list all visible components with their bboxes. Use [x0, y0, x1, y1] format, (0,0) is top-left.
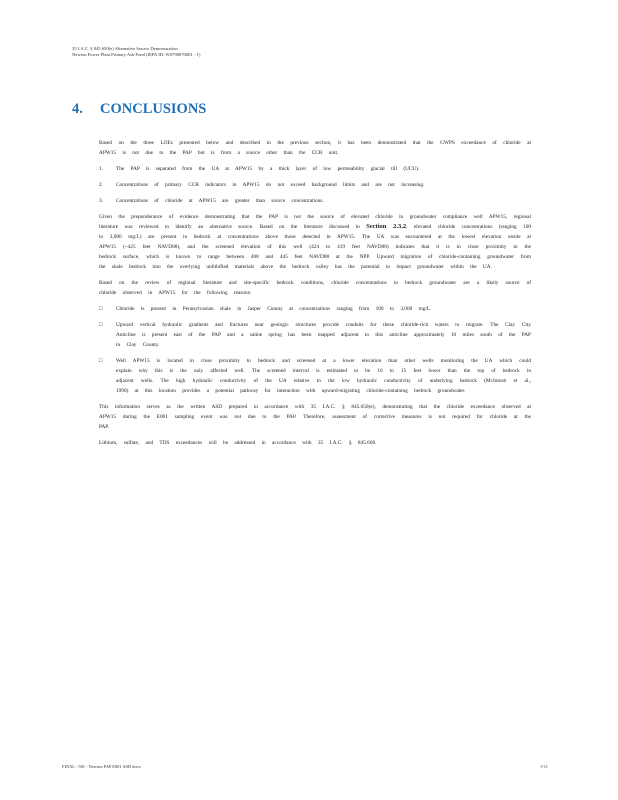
bullet-marker: □	[99, 306, 103, 312]
page-header	[72, 46, 200, 58]
list-text: Concentrations of primary CCR indicators in APW15 do not exceed background limits and are not increasing.	[116, 182, 425, 188]
section-reference-link[interactable]: Section 2.3.2	[366, 223, 407, 230]
numbered-item	[99, 180, 531, 190]
conclusion-paragraph: This information serves as the written ASD prepared in accordance with 35 I.A.C. § 845.650(e), demonstrating that the chloride exceedance observed at APW15 during the E001 sampling event was not due to the PAP. Therefore, assessment of corrective measures is not required for chloride at the PAP.	[99, 404, 531, 430]
bullet-text: Chloride is present in Pennsylvanian shale in Jasper County at concentrations ranging from 100 to 3,000 mg/L.	[116, 306, 432, 312]
page-footer	[62, 764, 548, 769]
bullet-text: Well APW15 is located in close proximity to bedrock and screened at a lower elevation than other wells monitoring the UA which could explain why this is the only affected well. The screened interval is estimated to be 10 to 15 feet lower than the top of bedrock in adjacent wells. The high hydraulic conductivity of the UA relative to the low hydraulic conductivity of underlying bedrock (McIntosh et al., 1990) at this location provides a potential pathway for interaction with upward-migrating chloride-containing bedrock groundwater.	[116, 358, 531, 394]
paragraph-text: Given the preponderance of evidence demonstrating that the PAP is not the source of elevated chloride in groundwater compliance well APW15, regional literature was reviewed to identify an alternative source. Based on the literature discussed in	[99, 214, 531, 230]
bullet-text: Upward vertical hydraulic gradients and fractures near geologic structures provide conduits for these chloride-rich waters to migrate. The Clay City Anticline is present east of the PAP and a saline spring has been mapped adjacent to this anticline approximately 10 miles south of the PAP in Clay County.	[116, 322, 531, 348]
footer-filename: FINAL - 501 - Newton PAP E001 ASD.docx	[62, 764, 141, 769]
review-paragraph: Based on the review of regional literature and site-specific bedrock conditions, chloride concentrations in bedrock groundwater are a likely source of chloride observed in APW15 for the following reasons:	[99, 280, 531, 296]
body-content	[99, 138, 531, 454]
paragraph-text: , elevated chloride concentrations (ranging 100 to 3,000 mg/L) are present in bedrock at concentrations above those detected in APW15. The UA was encountered at the lowest elevation onsite at APW15 (~425 feet NAVD88), and the screened elevation of this well (424 to 419 feet NAVD88) indicates that it is in close proximity to the bedrock surface, which is known to range between 408 and 445 feet NAVD88 at the NPP. Upward migration of chloride-containing groundwater from the shale bedrock into the overlying unlithified materials above the bedrock valley has the potential to impact groundwater within the UA.	[99, 224, 532, 270]
evidence-paragraph	[99, 212, 531, 272]
intro-paragraph: Based on the three LOEs presented below and described in the previous section, it has been demonstrated that the GWPS exceedance of chloride at APW15 is not due to the PAP but is from a source other than the CCR unit.	[99, 140, 531, 156]
bullet-item	[99, 304, 531, 314]
numbered-item	[99, 196, 531, 206]
section-title: CONCLUSIONS	[100, 101, 207, 117]
bullet-marker: □	[99, 322, 103, 328]
bullet-item	[99, 356, 531, 396]
list-text: The PAP is separated from the UA at APW15 by a thick layer of low permeability glacial till (UCU).	[116, 166, 420, 172]
bullet-item	[99, 320, 531, 350]
list-number: 3.	[99, 198, 103, 204]
bullet-marker: □	[99, 358, 103, 364]
list-text: Concentrations of chloride at APW15 are greater than source concentrations.	[116, 198, 324, 204]
numbered-item	[99, 164, 531, 174]
header-line-2: Newton Power Plant Primary Ash Pond (IEPA ID: W0798070001 - 1)	[72, 52, 201, 57]
closing-paragraph: Lithium, sulfate, and TDS exceedances will be addressed in accordance with 35 I.A.C. § 845.660.	[99, 440, 377, 446]
header-line-1: 35 I.A.C. § 845.650(e) Alternative Source Demonstration	[72, 46, 178, 51]
list-number: 2.	[99, 182, 103, 188]
page-number: 9 11	[540, 764, 548, 769]
section-number: 4.	[72, 101, 83, 117]
list-number: 1.	[99, 166, 103, 172]
section-heading	[72, 101, 206, 118]
